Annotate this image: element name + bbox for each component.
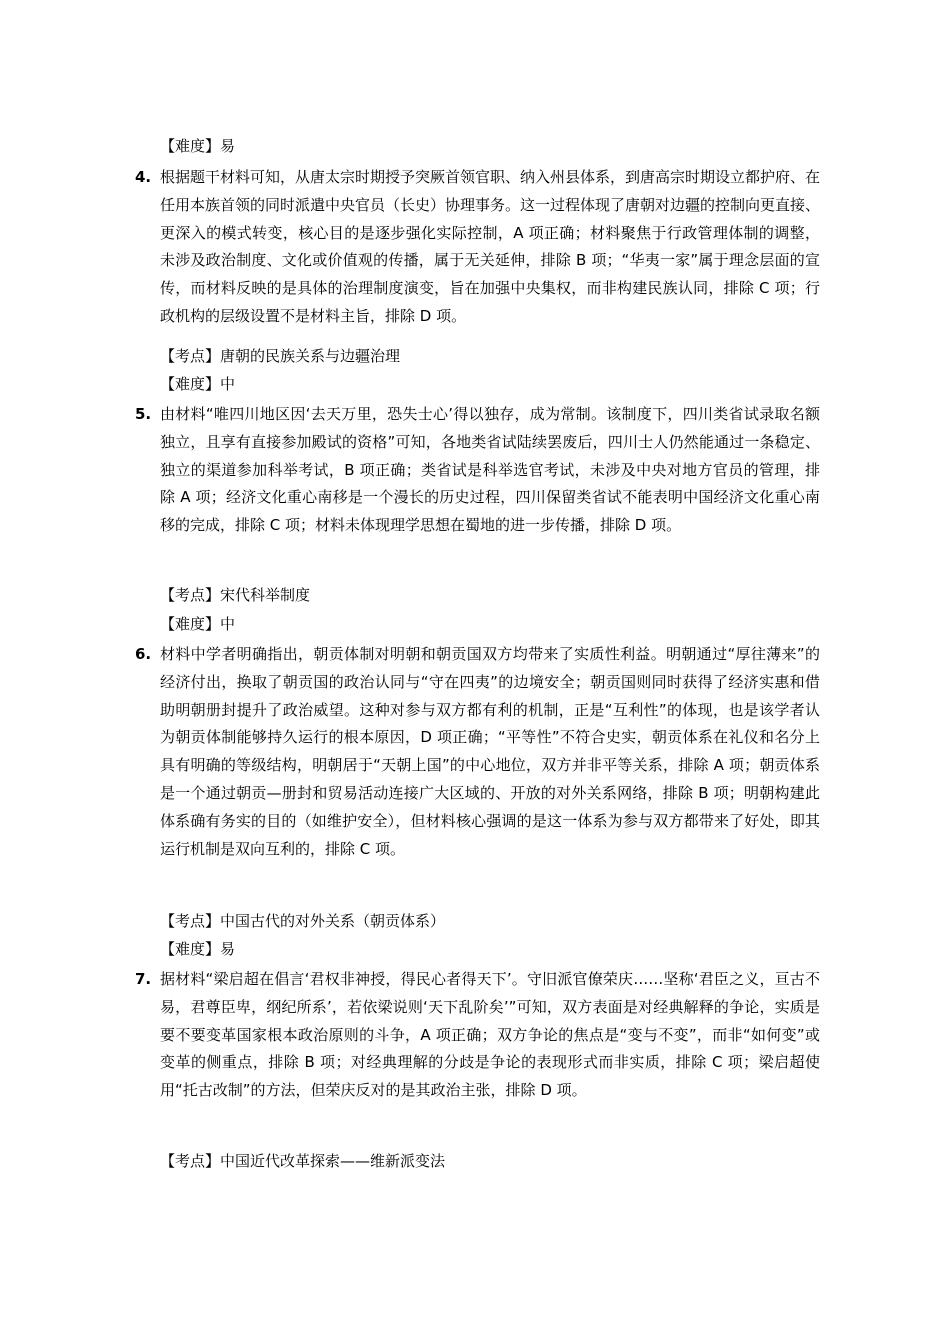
answer-item-7 [135, 966, 820, 1105]
item-explanation: 根据题干材料可知，从唐太宗时期授予突厥首领官职、纳入州县体系，到唐高宗时期设立都护府、在任用本族首领的同时派遣中央官员（长史）协理事务。这一过程体现了唐朝对边疆的控制向更直接、更深入的模式转变，核心目的是逐步强化实际控制，A 项正确；材料聚焦于行政管理体制的调整，未涉及政治制度、文化或价值观的传播，属于无关延伸，排除 B 项；“华夷一家”属于理念层面的宣传，而材料反映的是具体的治理制度演变，旨在加强中央集权，而非构建民族认同，排除 C 项；行政机构的层级设置不是材料主旨，排除 D 项。 [160, 168, 821, 325]
difficulty-value: 易 [220, 940, 236, 958]
item-number: 7. [135, 970, 152, 988]
kaodian-label: 【考点】 [160, 912, 221, 930]
difficulty-label: 【难度】 [160, 375, 221, 393]
difficulty-value: 中 [220, 375, 236, 393]
difficulty-line [160, 136, 235, 156]
difficulty-line [160, 614, 235, 634]
kaodian-value: 中国近代改革探索——维新派变法 [220, 1152, 446, 1170]
item-explanation: 材料中学者明确指出，朝贡体制对明朝和朝贡国双方均带来了实质性利益。明朝通过“厚往薄来”的经济付出，换取了朝贡国的政治认同与“守在四夷”的边境安全；朝贡国则同时获得了经济实惠和借助明朝册封提升了政治威望。这种对参与双方都有利的机制，正是“互利性”的体现，也是该学者认为朝贡体制能够持久运行的根本原因，D 项正确；“平等性”不符合史实，朝贡体系在礼仪和名分上具有明确的等级结构，明朝居于“天朝上国”的中心地位，双方并非平等关系，排除 A 项；朝贡体系是一个通过朝贡—册封和贸易活动连接广大区域的、开放的对外关系网络，排除 B 项；明朝构建此体系确有务实的目的（如维护安全），但材料核心强调的是这一体系为参与双方都带来了好处，即其运行机制是双向互利的，排除 C 项。 [160, 645, 820, 858]
kaodian-label: 【考点】 [160, 347, 221, 365]
kaodian-value: 唐朝的民族关系与边疆治理 [220, 347, 401, 365]
item-explanation: 据材料“梁启超在倡言‘君权非神授，得民心者得天下’。守旧派官僚荣庆……坚称‘君臣之义，亘古不易，君尊臣卑，纲纪所系’，若依梁说则‘天下乱阶矣’”可知，双方表面是对经典解释的争论，实质是要不要变革国家根本政治原则的斗争，A 项正确；双方争论的焦点是“变与不变”，而非“如何变”或变革的侧重点，排除 B 项；对经典理解的分歧是争论的表现形式而非实质，排除 C 项；梁启超使用“托古改制”的方法，但荣庆反对的是其政治主张，排除 D 项。 [160, 970, 820, 1100]
difficulty-value: 中 [220, 615, 236, 633]
difficulty-line [160, 939, 235, 959]
answer-item-6 [135, 641, 820, 863]
kaodian-line [160, 911, 445, 931]
kaodian-value: 宋代科举制度 [220, 586, 311, 604]
item-number: 4. [135, 168, 152, 186]
kaodian-label: 【考点】 [160, 586, 221, 604]
item-number: 5. [135, 405, 152, 423]
difficulty-line [160, 374, 235, 394]
kaodian-value: 中国古代的对外关系（朝贡体系） [220, 912, 446, 930]
answer-item-4 [135, 164, 820, 331]
difficulty-label: 【难度】 [160, 940, 221, 958]
kaodian-line [160, 1151, 445, 1171]
kaodian-line [160, 585, 310, 605]
item-explanation: 由材料“唯四川地区因‘去天万里，恐失士心’得以独存，成为常制。该制度下，四川类省试录取名额独立，且享有直接参加殿试的资格”可知，各地类省试陆续罢废后，四川士人仍然能通过一条稳定、独立的渠道参加科举考试，B 项正确；类省试是科举选官考试，未涉及中央对地方官员的管理，排除 A 项；经济文化重心南移是一个漫长的历史过程，四川保留类省试不能表明中国经济文化重心南移的完成，排除 C 项；材料未体现理学思想在蜀地的进一步传播，排除 D 项。 [160, 405, 820, 535]
kaodian-line [160, 346, 400, 366]
item-number: 6. [135, 645, 152, 663]
answer-item-5 [135, 401, 820, 540]
kaodian-label: 【考点】 [160, 1152, 221, 1170]
difficulty-label: 【难度】 [160, 615, 221, 633]
difficulty-label: 【难度】 [160, 137, 221, 155]
difficulty-value: 易 [220, 137, 236, 155]
